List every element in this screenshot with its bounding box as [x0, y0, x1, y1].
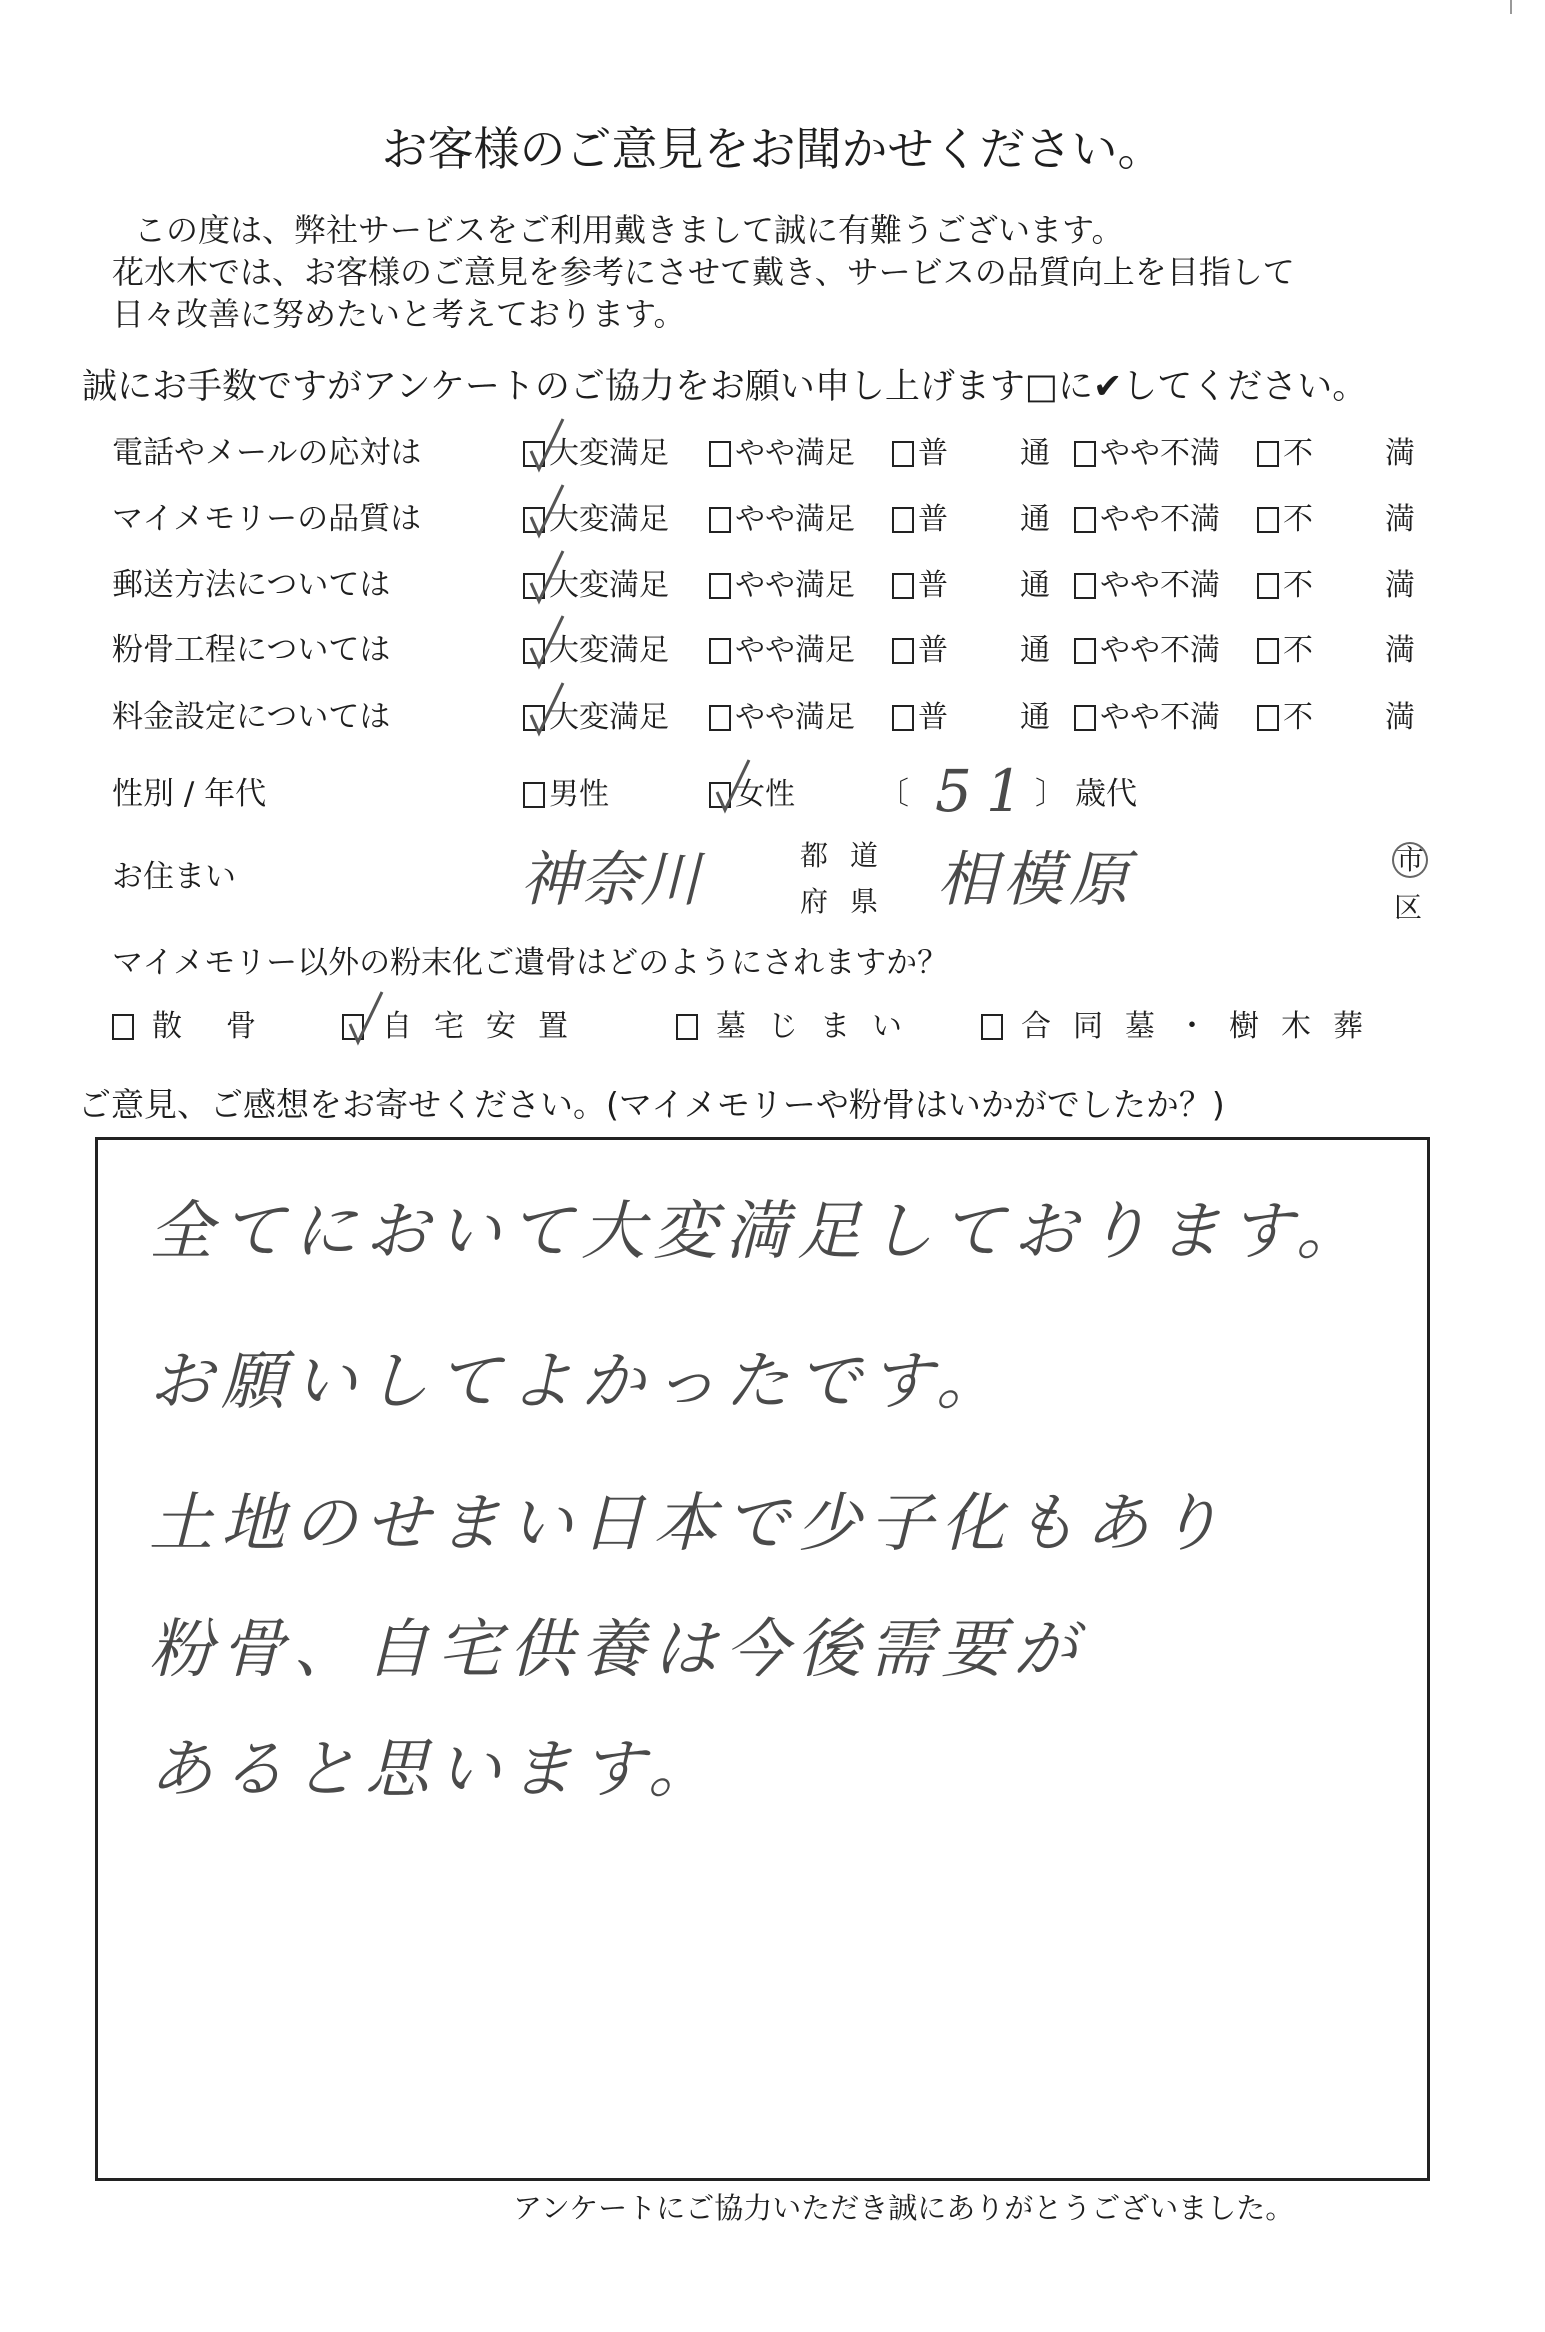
intro-line-1: この度は、弊社サービスをご利用戴きまして誠に有難うございます。 — [134, 211, 1124, 249]
rating-option[interactable] — [709, 700, 855, 735]
checkbox[interactable] — [1257, 507, 1279, 533]
remains-question: マイメモリー以外の粉末化ご遺骨はどのようにされますか？ — [112, 945, 949, 981]
comment-line-4: 粉骨、自宅供養は今後需要が — [149, 1613, 1085, 1687]
rating-option[interactable] — [1074, 502, 1220, 537]
checkbox[interactable] — [1074, 507, 1096, 533]
checkbox[interactable] — [1257, 441, 1279, 467]
rating-question: 電話やメールの応対は — [112, 435, 422, 471]
option-label: 大変満足 — [549, 633, 669, 668]
checkbox-checked[interactable] — [523, 507, 545, 533]
gender-female-option[interactable] — [709, 777, 795, 812]
option-label: やや不満 — [1100, 568, 1220, 603]
option-label: 大変満足 — [549, 700, 669, 735]
checkbox[interactable] — [1074, 573, 1096, 599]
rating-option[interactable] — [709, 502, 855, 537]
age-suffix: 歳代 — [1075, 776, 1137, 812]
bracket-open: 〔 — [878, 776, 909, 812]
rating-option[interactable] — [709, 568, 855, 603]
checkbox[interactable] — [1257, 705, 1279, 731]
checkbox-checked[interactable] — [523, 638, 545, 664]
rating-option[interactable] — [1074, 436, 1220, 471]
checkbox[interactable] — [892, 638, 914, 664]
option-label: 普通 — [918, 700, 1122, 735]
pref-suffix-bottom: 府県 — [800, 885, 901, 918]
rating-option[interactable] — [523, 633, 669, 668]
option-label: 合同墓・樹木葬 — [1021, 1009, 1385, 1044]
checkbox[interactable] — [892, 705, 914, 731]
checkbox-checked[interactable] — [342, 1014, 364, 1040]
ward-suffix: 区 — [1394, 891, 1423, 924]
option-label: 大変満足 — [549, 436, 669, 471]
check-mark-icon — [527, 483, 567, 539]
checkbox-checked[interactable] — [523, 705, 545, 731]
option-label: やや満足 — [735, 568, 855, 603]
rating-option[interactable] — [1257, 502, 1487, 537]
prefecture-field[interactable]: 神奈川 — [520, 845, 700, 915]
rating-option[interactable] — [1257, 568, 1487, 603]
rating-option[interactable] — [709, 436, 855, 471]
option-label: 不満 — [1283, 568, 1487, 603]
check-mark-icon — [527, 549, 567, 605]
option-label: 自宅安置 — [382, 1009, 590, 1044]
checkbox[interactable] — [709, 441, 731, 467]
pref-suffix-top: 都道 — [800, 839, 901, 872]
remains-option[interactable] — [342, 1009, 590, 1044]
checkbox-checked[interactable] — [523, 441, 545, 467]
rating-option[interactable] — [1074, 700, 1220, 735]
comment-line-1: 全てにおいて大変満足しております。 — [149, 1195, 1368, 1269]
option-label: 普通 — [918, 633, 1122, 668]
page-title: お客様のご意見をお聞かせください。 — [381, 122, 1164, 176]
option-label: 不満 — [1283, 502, 1487, 537]
remains-option[interactable] — [112, 1009, 300, 1044]
option-label: 普通 — [918, 502, 1122, 537]
option-label: 不満 — [1283, 633, 1487, 668]
option-label: 大変満足 — [549, 502, 669, 537]
bracket-close: 〕 — [1035, 776, 1066, 812]
checkbox[interactable] — [892, 573, 914, 599]
checkbox[interactable] — [523, 782, 545, 808]
option-label: 不満 — [1283, 700, 1487, 735]
rating-option[interactable] — [523, 436, 669, 471]
comment-line-3: 土地のせまい日本で少子化もあり — [149, 1487, 1229, 1561]
checkbox[interactable] — [676, 1014, 698, 1040]
checkbox[interactable] — [1074, 441, 1096, 467]
rating-option[interactable] — [523, 502, 669, 537]
comment-line-2: お願いしてよかったです。 — [149, 1345, 1008, 1419]
option-label: やや不満 — [1100, 633, 1220, 668]
rating-question: マイメモリーの品質は — [112, 501, 422, 537]
check-mark-icon — [713, 758, 753, 814]
footer-thanks: アンケートにご協力いただき誠にありがとうございました。 — [513, 2191, 1295, 2225]
option-label: 不満 — [1283, 436, 1487, 471]
option-label: やや満足 — [735, 502, 855, 537]
option-label: 男性 — [549, 777, 609, 812]
checkbox[interactable] — [1074, 705, 1096, 731]
intro-line-3: 日々改善に努めたいと考えております。 — [112, 295, 686, 333]
rating-option[interactable] — [709, 633, 855, 668]
checkbox[interactable] — [709, 507, 731, 533]
checkbox[interactable] — [1257, 638, 1279, 664]
scan-edge-mark — [1510, 0, 1512, 14]
intro-line-2: 花水木では、お客様のご意見を参考にさせて戴き、サービスの品質向上を目指して — [112, 253, 1295, 291]
checkbox[interactable] — [1257, 573, 1279, 599]
rating-option[interactable] — [1257, 700, 1487, 735]
checkbox[interactable] — [112, 1014, 134, 1040]
option-label: 普通 — [918, 568, 1122, 603]
checkbox[interactable] — [981, 1014, 1003, 1040]
rating-option[interactable] — [1074, 568, 1220, 603]
rating-question: 郵送方法については — [112, 567, 391, 603]
age-field[interactable]: 51 — [935, 757, 1037, 825]
instruction-text: 誠にお手数ですがアンケートのご協力をお願い申し上げます□に✔してください。 — [82, 367, 1368, 407]
rating-question: 粉骨工程については — [112, 632, 391, 668]
option-label: 散骨 — [152, 1009, 300, 1044]
checkbox[interactable] — [709, 705, 731, 731]
city-suffix-circled: 市 — [1392, 842, 1428, 878]
option-label: やや満足 — [735, 633, 855, 668]
option-label: 普通 — [918, 436, 1122, 471]
option-label: やや不満 — [1100, 436, 1220, 471]
check-mark-icon — [346, 990, 386, 1046]
rating-option[interactable] — [1074, 633, 1220, 668]
rating-option[interactable] — [523, 568, 669, 603]
checkbox[interactable] — [892, 441, 914, 467]
checkbox[interactable] — [709, 638, 731, 664]
option-label: 墓じまい — [716, 1009, 924, 1044]
rating-question: 料金設定については — [112, 699, 391, 735]
option-label: やや満足 — [735, 436, 855, 471]
check-mark-icon — [527, 681, 567, 737]
option-label: やや不満 — [1100, 502, 1220, 537]
gender-male-option[interactable] — [523, 777, 609, 812]
remains-option[interactable] — [676, 1009, 924, 1044]
option-label: やや不満 — [1100, 700, 1220, 735]
city-field[interactable]: 相模原 — [937, 845, 1135, 915]
comments-heading: ご意見、ご感想をお寄せください。(マイメモリーや粉骨はいかがでしたか？) — [78, 1085, 1225, 1124]
checkbox[interactable] — [892, 507, 914, 533]
rating-option[interactable] — [1257, 436, 1487, 471]
gender-age-label: 性別 / 年代 — [112, 776, 267, 812]
checkbox-checked[interactable] — [709, 782, 731, 808]
option-label: 女性 — [735, 777, 795, 812]
rating-option[interactable] — [523, 700, 669, 735]
option-label: 大変満足 — [549, 568, 669, 603]
check-mark-icon — [527, 417, 567, 473]
comment-line-5: あると思います。 — [149, 1733, 720, 1807]
check-mark-icon — [527, 614, 567, 670]
residence-label: お住まい — [112, 859, 236, 895]
remains-option[interactable] — [981, 1009, 1385, 1044]
option-label: やや満足 — [735, 700, 855, 735]
rating-option[interactable] — [1257, 633, 1487, 668]
checkbox[interactable] — [1074, 638, 1096, 664]
checkbox[interactable] — [709, 573, 731, 599]
checkbox-checked[interactable] — [523, 573, 545, 599]
